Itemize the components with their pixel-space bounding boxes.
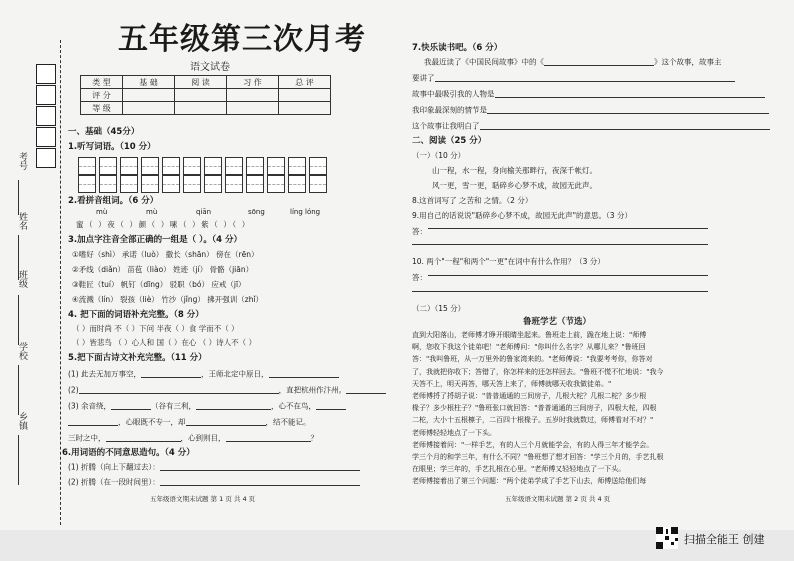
score-table-header: 总 评 bbox=[279, 76, 331, 89]
poem-text: ，心不在鸟， bbox=[271, 401, 317, 411]
blank bbox=[495, 90, 765, 98]
sentence-prompt: (1) 折腾（向上下翻过去）： bbox=[68, 462, 160, 472]
answer-label: 答： bbox=[412, 273, 427, 282]
watermark-text: 扫描全能王 创建 bbox=[684, 533, 765, 546]
answer-label: 答： bbox=[412, 227, 427, 236]
grade-cell bbox=[227, 102, 279, 115]
passage-line: 直到大阳落山，老师傅才睁开眼睛坐起来。鲁班走上前，跪在地上说："师傅 bbox=[412, 331, 647, 339]
passage-line: 学三个月的和学三年，有什么不同？"鲁班想了想才回答："学三个月的，手艺扎根 bbox=[412, 453, 664, 461]
page-subtitle: 语文试卷 bbox=[190, 62, 230, 73]
page-footer: 五年级语文期末试题 第 1 页 共 4 页 bbox=[150, 495, 256, 503]
question-heading: 6.用词语的不同意思造句。（4 分） bbox=[62, 448, 195, 458]
blank bbox=[226, 434, 311, 442]
score-row-label: 评 分 bbox=[81, 89, 123, 102]
writing-cell[interactable] bbox=[288, 175, 306, 193]
writing-cell[interactable] bbox=[99, 175, 117, 193]
blank-line bbox=[18, 365, 19, 415]
writing-cell[interactable] bbox=[99, 157, 117, 175]
blank bbox=[487, 106, 769, 114]
poem-text: 三时之中， bbox=[68, 433, 106, 443]
blank bbox=[480, 122, 770, 130]
writing-cell[interactable] bbox=[246, 175, 264, 193]
blank bbox=[269, 370, 339, 378]
blank bbox=[106, 434, 181, 442]
score-table-header: 阅 读 bbox=[175, 76, 227, 89]
binding-margin bbox=[6, 30, 58, 525]
class-label: 班级 bbox=[17, 270, 27, 288]
answer-line bbox=[428, 275, 708, 276]
reading-text: 要讲了 bbox=[412, 73, 435, 83]
page-footer: 五年级语文期末试题 第 2 页 共 4 页 bbox=[505, 495, 611, 503]
section-heading: 一、基础（45分） bbox=[68, 127, 140, 137]
writing-cell[interactable] bbox=[246, 157, 264, 175]
passage-line: 老师傅捋了捋胡子说："普普通通的三间房子，几根大柁？几根二柁？多少根 bbox=[412, 392, 647, 400]
writing-cell[interactable] bbox=[183, 157, 201, 175]
blank bbox=[316, 402, 346, 410]
passage-line: 啊，您收下我这个徒弟吧！"老师傅问："你叫什么名字？从哪儿来？"鲁班回 bbox=[412, 343, 646, 352]
poem-line: 山一程，水一程，身向榆关那畔行，夜深千帐灯。 bbox=[432, 166, 597, 175]
question-heading: 5.把下面古诗文补充完整。（11 分） bbox=[68, 353, 207, 363]
writing-cell[interactable] bbox=[267, 175, 285, 193]
reading-text: 》这个故事，故事主 bbox=[654, 57, 722, 67]
blank bbox=[79, 386, 279, 394]
section-heading: 二、阅读（25 分） bbox=[412, 136, 487, 146]
idiom-row: （ ）而时尚 不（ ）下问 半夜（ ）食 学而不（ ） bbox=[72, 324, 239, 333]
subsection-heading: （一）（10 分） bbox=[412, 151, 466, 160]
blank bbox=[186, 418, 266, 426]
writing-cell[interactable] bbox=[225, 157, 243, 175]
answer-line bbox=[412, 291, 708, 292]
passage-title: 鲁班学艺（节选） bbox=[523, 317, 592, 327]
writing-cell[interactable] bbox=[141, 175, 159, 193]
poem-text: ，心眼既不专一，却 bbox=[118, 417, 186, 427]
question-heading: 7.快乐读书吧。（6 分） bbox=[412, 43, 503, 53]
question-text: 8.这首词写了 之苦和 之情。（2 分） bbox=[412, 196, 533, 205]
score-table-header: 习 作 bbox=[227, 76, 279, 89]
question-heading: 4. 把下面的词语补充完整。（8 分） bbox=[68, 310, 204, 320]
poem-text: （谷有三利， bbox=[151, 401, 197, 411]
pinyin-answer-row: 蜜（ ）夜（ ）颜（ ）嗉（ ）紫（ ）（ ） bbox=[76, 220, 251, 229]
passage-line: 椽子？多少根柱子？"鲁班张口就回答："普普通通的三间房子，四根大柁，四根 bbox=[412, 404, 657, 413]
poem-line bbox=[68, 402, 346, 410]
blank bbox=[346, 386, 386, 394]
question-heading: 3.加点字注音全部正确的一组是（ ）。（4 分） bbox=[68, 235, 242, 245]
passage-line: 答："我叫鲁班，从一万里外的鲁家湾来的。"老师傅说："我要考考你，你答对 bbox=[412, 355, 653, 364]
writing-cell[interactable] bbox=[204, 157, 222, 175]
passage-line: 老师傅接着问："一样手艺，有的人三个月就能学会，有的人得三年才能学会。 bbox=[412, 440, 654, 449]
fold-line bbox=[60, 40, 61, 525]
writing-cell[interactable] bbox=[309, 175, 327, 193]
score-table bbox=[80, 75, 331, 115]
score-cell bbox=[175, 89, 227, 102]
blank-line bbox=[18, 180, 19, 215]
subsection-heading: （二）（15 分） bbox=[412, 304, 466, 313]
score-cell bbox=[279, 89, 331, 102]
number-box bbox=[36, 85, 56, 105]
reading-text: 我印象最深刻的情节是 bbox=[412, 105, 487, 115]
reading-text: 故事中最吸引我的人物是 bbox=[412, 89, 495, 99]
grade-cell bbox=[279, 102, 331, 115]
pinyin: sōng bbox=[248, 208, 265, 216]
name-label: 姓名 bbox=[17, 212, 27, 230]
writing-cell[interactable] bbox=[141, 157, 159, 175]
writing-cell[interactable] bbox=[225, 175, 243, 193]
pinyin: mù bbox=[96, 208, 108, 216]
choice-a: ①嗜好（shì） 承诺（luò） 撒长（shān） 傍在（rēn） bbox=[72, 250, 259, 259]
number-box bbox=[36, 106, 56, 126]
page-title: 五年级第三次月考 bbox=[118, 22, 366, 57]
poem-text: (1) 此去无加万事空， bbox=[68, 369, 142, 379]
writing-cell[interactable] bbox=[162, 175, 180, 193]
grade-cell bbox=[175, 102, 227, 115]
reading-text: 这个故事让我明白了 bbox=[412, 121, 480, 131]
blank bbox=[111, 402, 151, 410]
question-text: 9.用自己的话说说"聒碎乡心梦不成，故园无此声"的意思。（3 分） bbox=[412, 211, 632, 220]
poem-text: (3) 余音绕， bbox=[68, 401, 112, 411]
writing-cell[interactable] bbox=[120, 175, 138, 193]
blank-line bbox=[18, 295, 19, 345]
writing-cell[interactable] bbox=[309, 157, 327, 175]
writing-cell[interactable] bbox=[78, 175, 96, 193]
qr-code-icon bbox=[656, 527, 678, 549]
poem-text: ，王师北定中原日， bbox=[201, 369, 269, 379]
writing-cell[interactable] bbox=[183, 175, 201, 193]
blank bbox=[160, 478, 360, 486]
choice-c: ③鞋匠（tuí） 帆钉（dīng） 驳职（bó） 应戒（jī） bbox=[72, 280, 246, 289]
score-row-label: 等 级 bbox=[81, 102, 123, 115]
choice-b: ②矛线（diǎn） 苗苞（liào） 姓迹（jí） 骨骼（jiān） bbox=[72, 265, 254, 274]
score-table-header: 基 础 bbox=[123, 76, 175, 89]
reading-line bbox=[412, 90, 765, 98]
reading-line bbox=[412, 106, 769, 114]
score-cell bbox=[123, 89, 175, 102]
score-table-header: 类 型 bbox=[81, 76, 123, 89]
reading-line bbox=[412, 122, 770, 130]
dictation-grid bbox=[78, 175, 330, 193]
poem-line bbox=[68, 370, 339, 378]
writing-cell[interactable] bbox=[288, 157, 306, 175]
blank bbox=[141, 370, 201, 378]
idiom-row: （ ）皆悲鸟 （ ）心人和 国（ ）在心 （ ）诗人不（ ） bbox=[72, 338, 257, 347]
poem-line bbox=[68, 434, 318, 442]
passage-line: 在眼里；学三年的，手艺扎根在心里。"老师傅又轻轻地点了一下头。 bbox=[412, 465, 626, 474]
passage-line: 了，我就把你收下；答错了，你怎样来的还怎样回去。"鲁班不慌不忙地说："我今 bbox=[412, 367, 664, 376]
question-heading: 1.听写词语。（10 分） bbox=[68, 142, 156, 152]
blank bbox=[68, 418, 118, 426]
poem-text: ，结不能记。 bbox=[265, 417, 311, 427]
grade-cell bbox=[123, 102, 175, 115]
pinyin: líng lóng bbox=[290, 208, 321, 216]
reading-line bbox=[412, 74, 735, 82]
reading-line bbox=[424, 58, 722, 66]
poem-text: (2) bbox=[68, 385, 79, 395]
blank bbox=[544, 58, 654, 66]
sentence-line bbox=[68, 478, 360, 486]
answer-line bbox=[412, 244, 708, 245]
passage-line: 老师傅轻轻地点了一下头。 bbox=[412, 428, 496, 437]
pinyin: mù bbox=[146, 208, 158, 216]
poem-text: ，心到则目， bbox=[180, 433, 226, 443]
number-box bbox=[36, 64, 56, 84]
number-box bbox=[36, 127, 56, 147]
blank bbox=[435, 74, 735, 82]
school-label: 学校 bbox=[17, 342, 27, 360]
writing-cell[interactable] bbox=[78, 157, 96, 175]
passage-line: 二柁，大小十五根檩子，二百四十根椽子。五岁时我就数过，师傅看对不对？" bbox=[412, 416, 654, 425]
score-cell bbox=[227, 89, 279, 102]
blank-line bbox=[18, 435, 19, 485]
poem-line bbox=[68, 386, 386, 394]
poem-text: ？ bbox=[310, 433, 318, 443]
pinyin: qiān bbox=[196, 208, 212, 216]
question-text: 10. 两个"一程"和两个"一更"在词中有什么作用？（3 分） bbox=[412, 257, 605, 266]
poem-line: 风一更，雪一更，聒碎乡心梦不成，故园无此声。 bbox=[432, 181, 597, 190]
writing-cell[interactable] bbox=[120, 157, 138, 175]
poem-line bbox=[68, 418, 311, 426]
writing-cell[interactable] bbox=[267, 157, 285, 175]
writing-cell[interactable] bbox=[162, 157, 180, 175]
township-label: 乡镇 bbox=[17, 412, 27, 430]
sentence-line bbox=[68, 463, 360, 471]
answer-line bbox=[428, 228, 708, 229]
reading-text: 我最近读了《中国民间故事》中的《 bbox=[424, 57, 544, 67]
sentence-prompt: (2) 折腾（在一段时间里）： bbox=[68, 477, 160, 487]
dictation-grid bbox=[78, 157, 330, 175]
writing-cell[interactable] bbox=[204, 175, 222, 193]
blank bbox=[160, 463, 360, 471]
choice-d: ④流溅（lín） 裂孩（liè） 竹沙（jǐnɡ） 拂开强训（zhǐ） bbox=[72, 295, 264, 304]
passage-line: 天答不上，明天再答，哪天答上来了，师傅就哪天收我做徒弟。" bbox=[412, 379, 612, 388]
number-box bbox=[36, 148, 56, 168]
question-heading: 2.看拼音组词。（6 分） bbox=[68, 196, 159, 206]
poem-text: ，直把杭州作汴州。 bbox=[278, 385, 347, 395]
blank bbox=[196, 402, 271, 410]
exam-number-label: 考号 bbox=[17, 152, 27, 170]
passage-line: 老师傅接着出了第三个问题："两个徒弟学成了手艺下山去，师傅送给他们每 bbox=[412, 477, 647, 486]
